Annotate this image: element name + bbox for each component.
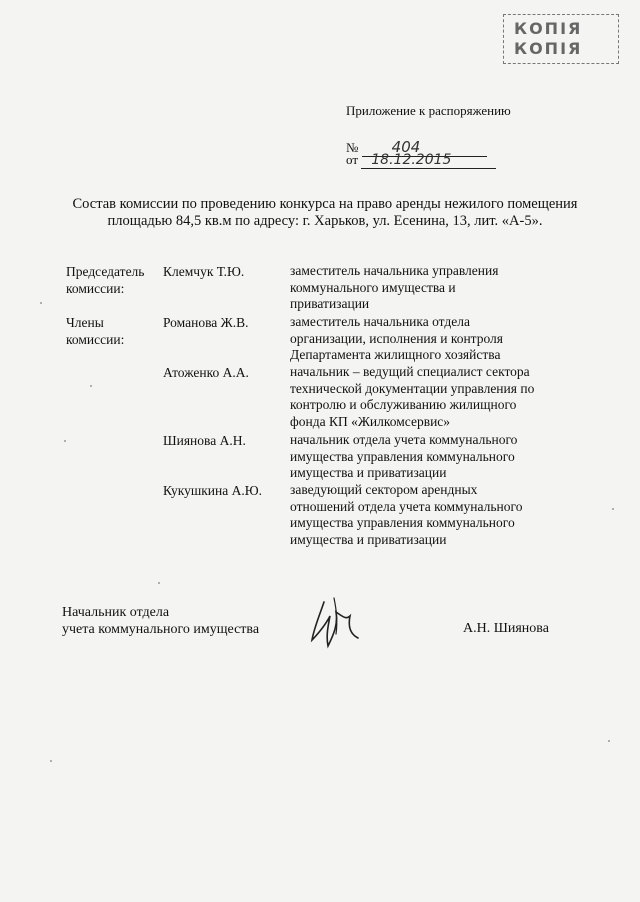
member-name: Шиянова А.Н.: [163, 433, 246, 448]
role-line: комиссии:: [66, 332, 125, 347]
duty-line: контролю и обслуживанию жилищного: [290, 397, 517, 412]
role-line: Члены: [66, 315, 104, 330]
stamp-line-2: КОПІЯ: [514, 39, 583, 58]
signer-title: [62, 604, 259, 638]
duty-line: технической документации управления по: [290, 380, 535, 396]
scan-speck: [64, 440, 66, 442]
role-line: Председатель: [66, 264, 145, 279]
duty-line: коммунального имущества и: [290, 279, 456, 295]
duty-line: отношений отдела учета коммунального: [290, 498, 523, 514]
member-duty: [290, 432, 560, 482]
scan-speck: [158, 582, 160, 584]
member-name: Романова Ж.В.: [163, 315, 249, 330]
member-name: Клемчук Т.Ю.: [163, 264, 245, 279]
order-date: [346, 152, 496, 169]
duty-line: имущества и приватизации: [290, 531, 447, 547]
handwritten-signature: [306, 594, 368, 656]
duty-line: имущества управления коммунального: [290, 448, 515, 464]
duty-line: заместитель начальника управления: [290, 263, 499, 278]
member-duty: [290, 364, 560, 430]
duty-line: начальник отдела учета коммунального: [290, 432, 518, 447]
number-prefix: №: [346, 140, 359, 155]
scan-speck: [90, 385, 92, 387]
scan-speck: [612, 508, 614, 510]
member-duty: [290, 314, 560, 364]
date-value: 18.12.2015: [361, 152, 496, 169]
date-prefix: от: [346, 152, 359, 167]
scan-speck: [50, 760, 52, 762]
duty-line: заведующий сектором арендных: [290, 482, 478, 497]
number-value: 404: [362, 138, 487, 157]
duty-line: начальник – ведущий специалист сектора: [290, 364, 530, 379]
role-members: [66, 314, 124, 348]
duty-line: заместитель начальника отдела: [290, 314, 470, 329]
member-name: Атоженко А.А.: [163, 365, 249, 380]
duty-line: приватизации: [290, 296, 370, 311]
appendix-title: Приложение к распоряжению: [346, 103, 511, 118]
heading-line-1: Состав комиссии по проведению конкурса на право аренды нежилого помещения: [72, 196, 578, 212]
heading-line-2: площадью 84,5 кв.м по адресу: г. Харьков, ул. Есенина, 13, лит. «А-5».: [107, 213, 543, 229]
copy-stamp: [503, 14, 619, 64]
member-duty: [290, 263, 560, 313]
stamp-line-1: КОПІЯ: [514, 19, 583, 38]
duty-line: фонда КП «Жилкомсервис»: [290, 413, 451, 429]
member-duty: [290, 482, 560, 548]
duty-line: организации, исполнения и контроля: [290, 330, 504, 346]
duty-line: Департамента жилищного хозяйства: [290, 347, 501, 362]
member-name: Кукушкина А.Ю.: [163, 483, 263, 498]
document-heading: [30, 196, 620, 230]
signer-name: А.Н. Шиянова: [463, 621, 549, 636]
duty-line: имущества управления коммунального: [290, 515, 515, 530]
signer-title-line: Начальник отдела: [62, 605, 170, 620]
duty-line: имущества и приватизации: [290, 465, 447, 480]
scan-speck: [40, 302, 42, 304]
role-chairman: [66, 263, 144, 297]
role-line: комиссии:: [66, 281, 125, 296]
signer-title-line: учета коммунального имущества: [62, 622, 260, 637]
scan-speck: [608, 740, 610, 742]
